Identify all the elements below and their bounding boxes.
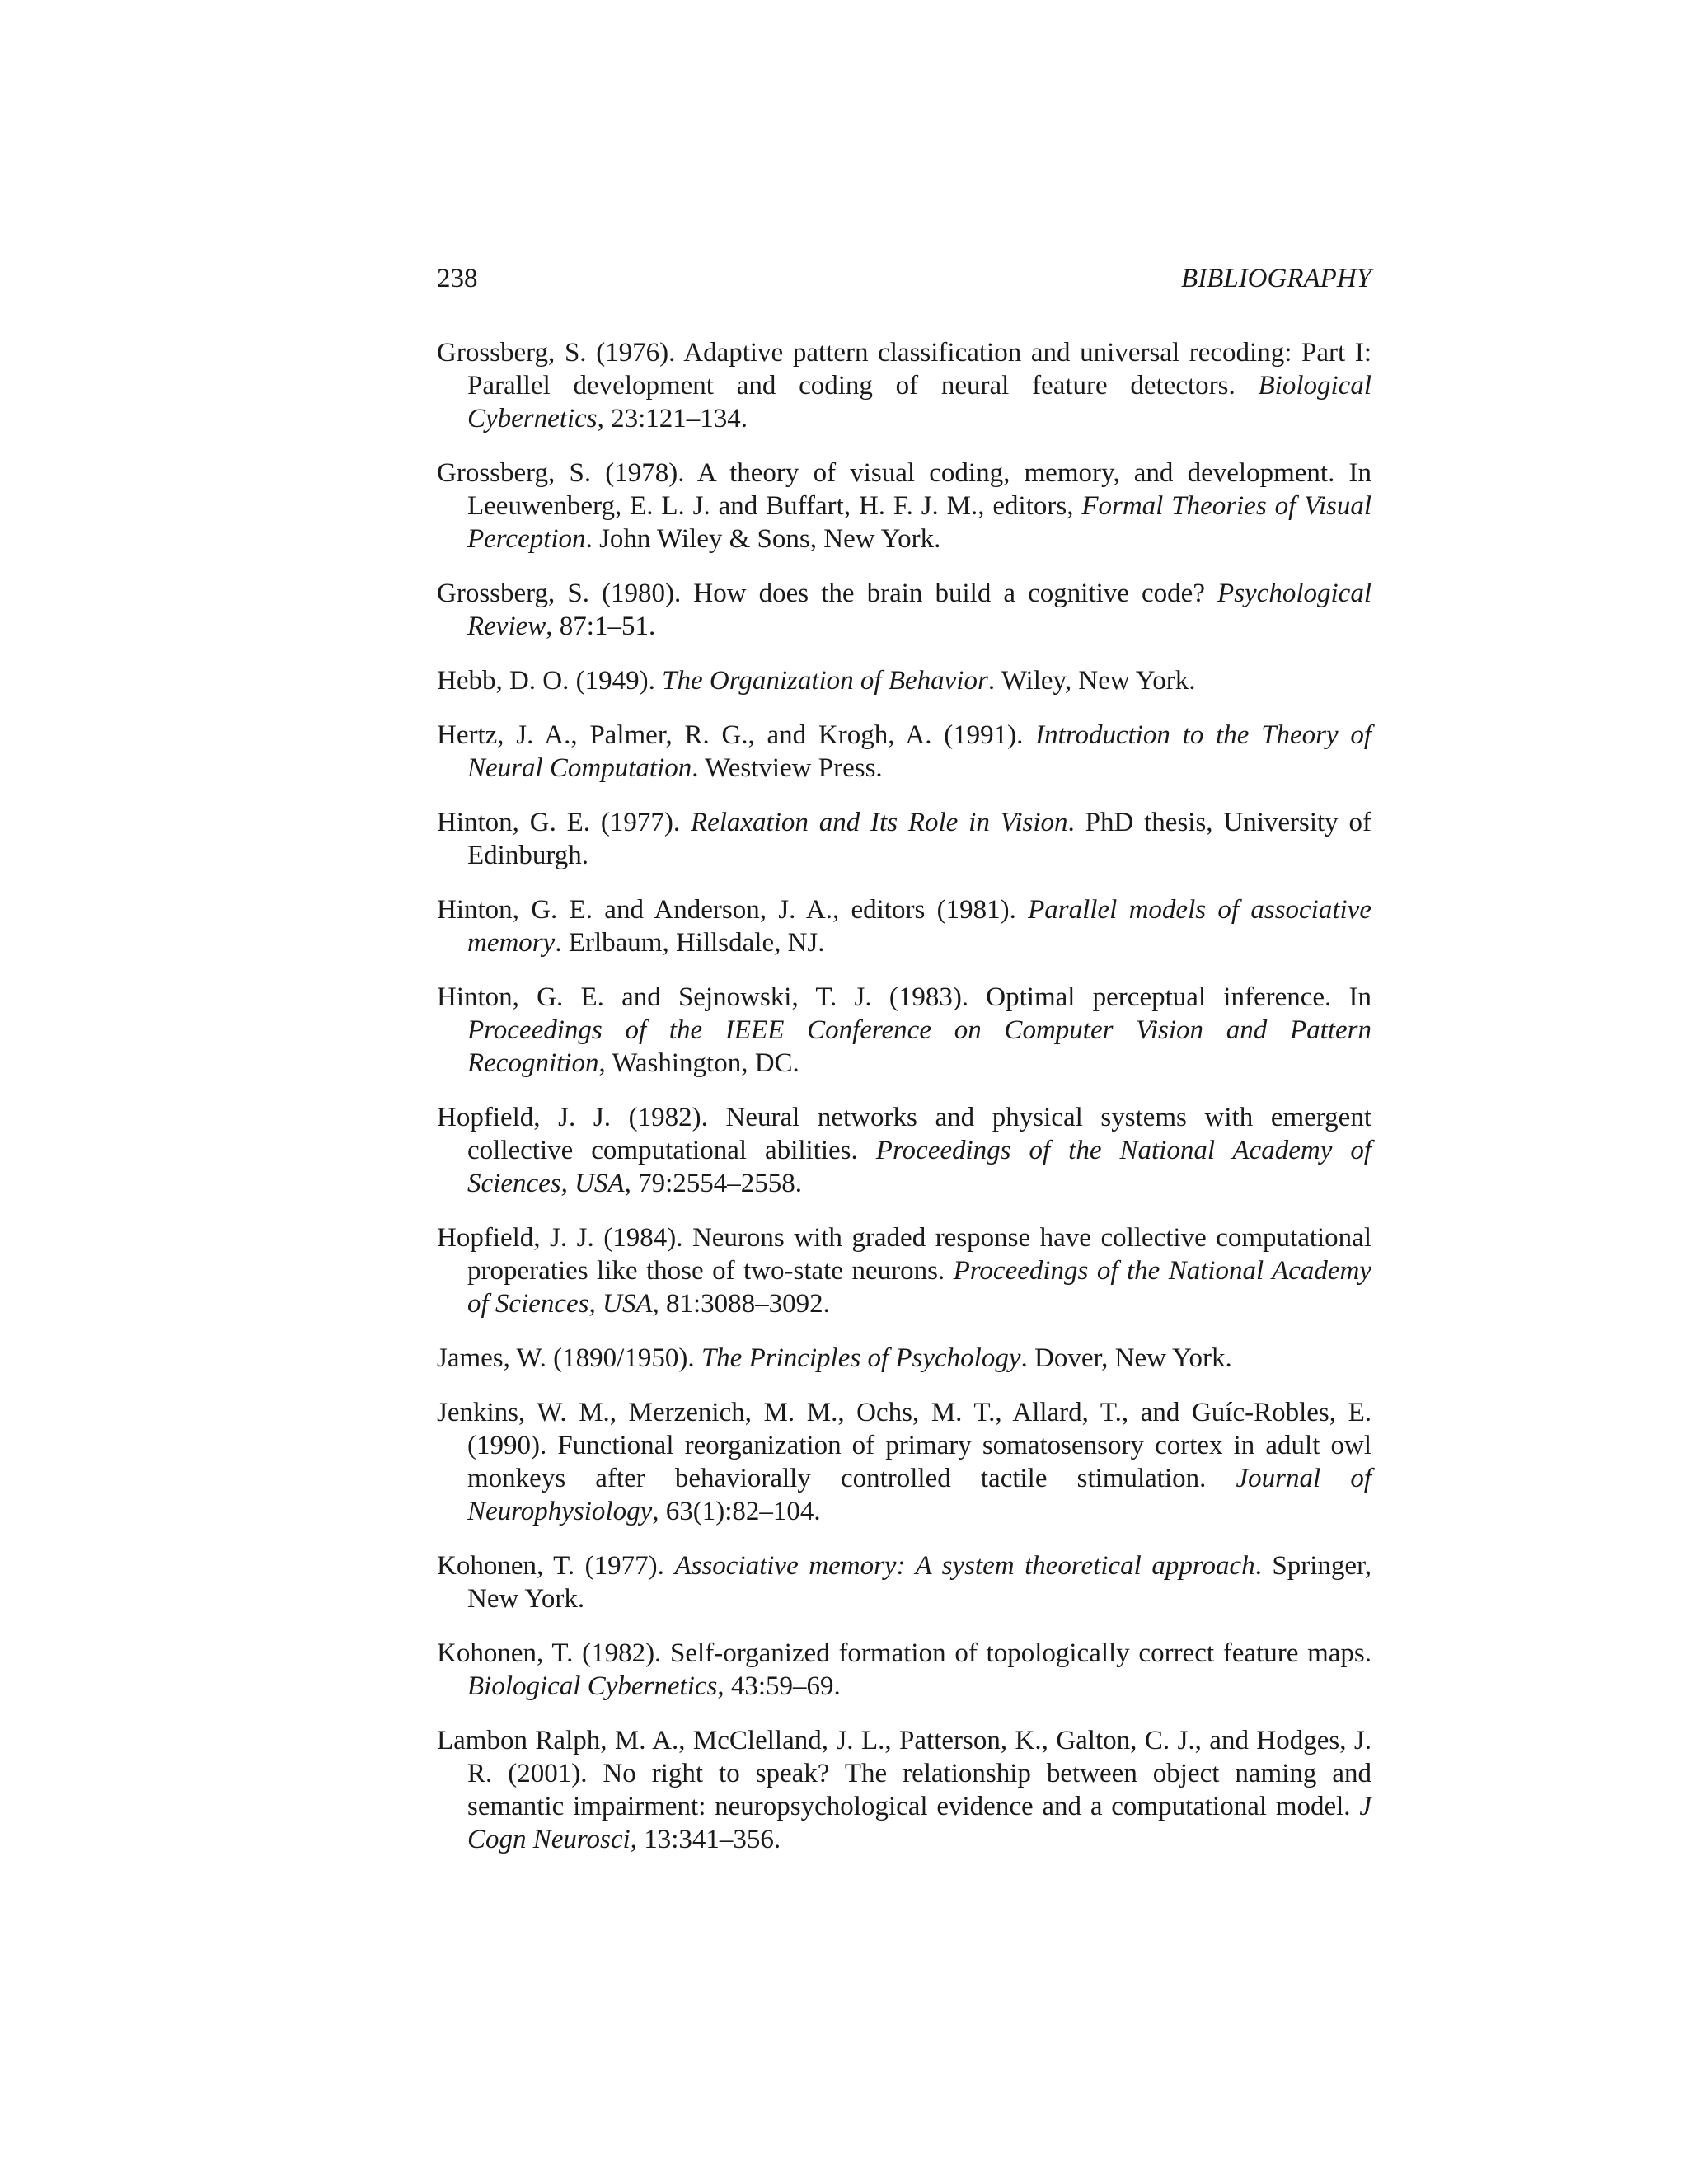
entry-title: Biological Cybernetics xyxy=(467,1671,718,1701)
entry-title: The Organization of Behavior xyxy=(662,666,988,696)
entry-text: Hebb, D. O. (1949). xyxy=(437,666,663,696)
entry-title: J Cogn Neurosci xyxy=(467,1792,1372,1854)
bibliography-entry xyxy=(437,664,1372,697)
bibliography-entry xyxy=(437,1724,1372,1856)
bibliography-entry xyxy=(437,1221,1372,1320)
entry-text: Grossberg, S. (1980). How does the brain build a cognitive code? xyxy=(437,579,1218,608)
entry-title: Relaxation and Its Role in Vision xyxy=(690,808,1068,837)
entry-details: . Springer, New York. xyxy=(467,1551,1372,1614)
bibliography-entry xyxy=(437,806,1372,872)
book-page xyxy=(437,0,1372,2184)
bibliography-entry xyxy=(437,981,1372,1080)
entry-details: , Washington, DC. xyxy=(598,1048,799,1078)
entry-title: Formal Theories of Visual Perception xyxy=(467,491,1372,554)
section-title: BIBLIOGRAPHY xyxy=(1181,264,1372,293)
entry-details: . Erlbaum, Hillsdale, NJ. xyxy=(555,928,825,958)
entry-details: . Dover, New York. xyxy=(1020,1343,1232,1373)
bibliography-entry xyxy=(437,1396,1372,1528)
entry-details: , 13:341–356. xyxy=(630,1825,781,1854)
entry-text: Kohonen, T. (1982). Self-organized formation of topologically correct feature maps. xyxy=(437,1638,1372,1668)
entry-title: Journal of Neurophysiology xyxy=(467,1464,1372,1526)
entry-title: Parallel models of associative memory xyxy=(467,895,1372,958)
entry-title: Introduction to the Theory of Neural Computation xyxy=(467,720,1372,783)
entry-text: Hopfield, J. J. (1984). Neurons with graded response have collective computational properaties like those of two-state neurons. xyxy=(437,1223,1372,1286)
entry-text: Hinton, G. E. and Sejnowski, T. J. (1983). Optimal perceptual inference. In xyxy=(437,982,1372,1012)
entry-title: Proceedings of the National Academy of Sciences, USA xyxy=(467,1256,1372,1319)
entry-details: , 43:59–69. xyxy=(717,1671,841,1701)
entry-details: , 79:2554–2558. xyxy=(624,1169,803,1198)
bibliography-entry xyxy=(437,457,1372,555)
bibliography-entry xyxy=(437,893,1372,959)
bibliography-list xyxy=(437,336,1372,1877)
bibliography-entry xyxy=(437,1101,1372,1200)
entry-details: . Westview Press. xyxy=(692,753,883,783)
entry-text: Lambon Ralph, M. A., McClelland, J. L., Patterson, K., Galton, C. J., and Hodges, J. R. (2001). No right to speak? The relationship between object naming and semantic impairment: neuropsychological evidence and a computational model. xyxy=(437,1726,1372,1821)
entry-title: Biological Cybernetics xyxy=(467,371,1372,434)
entry-details: , 63(1):82–104. xyxy=(652,1497,821,1526)
entry-title: Psychological Review xyxy=(467,579,1372,641)
bibliography-entry xyxy=(437,1549,1372,1615)
entry-text: Grossberg, S. (1976). Adaptive pattern classification and universal recoding: Part I: Parallel development and coding of neural feature detectors. xyxy=(437,338,1372,401)
entry-title: Proceedings of the National Academy of Sciences, USA xyxy=(467,1136,1372,1198)
bibliography-entry xyxy=(437,719,1372,785)
entry-title: Proceedings of the IEEE Conference on Computer Vision and Pattern Recognition xyxy=(467,1015,1372,1078)
entry-text: Grossberg, S. (1978). A theory of visual coding, memory, and development. In Leeuwenberg, E. L. J. and Buffart, H. F. J. M., editors, xyxy=(437,458,1372,521)
running-head xyxy=(437,262,1372,295)
entry-text: Kohonen, T. (1977). xyxy=(437,1551,675,1581)
entry-details: . Wiley, New York. xyxy=(987,666,1196,696)
bibliography-entry xyxy=(437,577,1372,643)
entry-text: Hinton, G. E. and Anderson, J. A., editors (1981). xyxy=(437,895,1029,925)
entry-details: , 87:1–51. xyxy=(546,612,656,641)
entry-details: . PhD thesis, University of Edinburgh. xyxy=(467,808,1372,870)
bibliography-entry xyxy=(437,336,1372,435)
entry-details: , 23:121–134. xyxy=(597,404,748,434)
entry-details: , 81:3088–3092. xyxy=(652,1289,830,1319)
bibliography-entry xyxy=(437,1342,1372,1375)
bibliography-entry xyxy=(437,1637,1372,1703)
entry-text: James, W. (1890/1950). xyxy=(437,1343,701,1373)
entry-title: Associative memory: A system theoretical approach xyxy=(674,1551,1255,1581)
entry-text: Hertz, J. A., Palmer, R. G., and Krogh, A. (1991). xyxy=(437,720,1036,750)
entry-details: . John Wiley & Sons, New York. xyxy=(585,524,941,554)
entry-text: Hinton, G. E. (1977). xyxy=(437,808,691,837)
entry-text: Jenkins, W. M., Merzenich, M. M., Ochs, M. T., Allard, T., and Guíc-Robles, E. (1990). Functional reorganization of primary somatosensory cortex in adult owl monkeys after behaviorally controlled tactile stimulation. xyxy=(437,1398,1372,1493)
page-number: 238 xyxy=(437,264,478,293)
entry-text: Hopfield, J. J. (1982). Neural networks and physical systems with emergent collective computational abilities. xyxy=(437,1103,1372,1165)
entry-title: The Principles of Psychology xyxy=(701,1343,1021,1373)
